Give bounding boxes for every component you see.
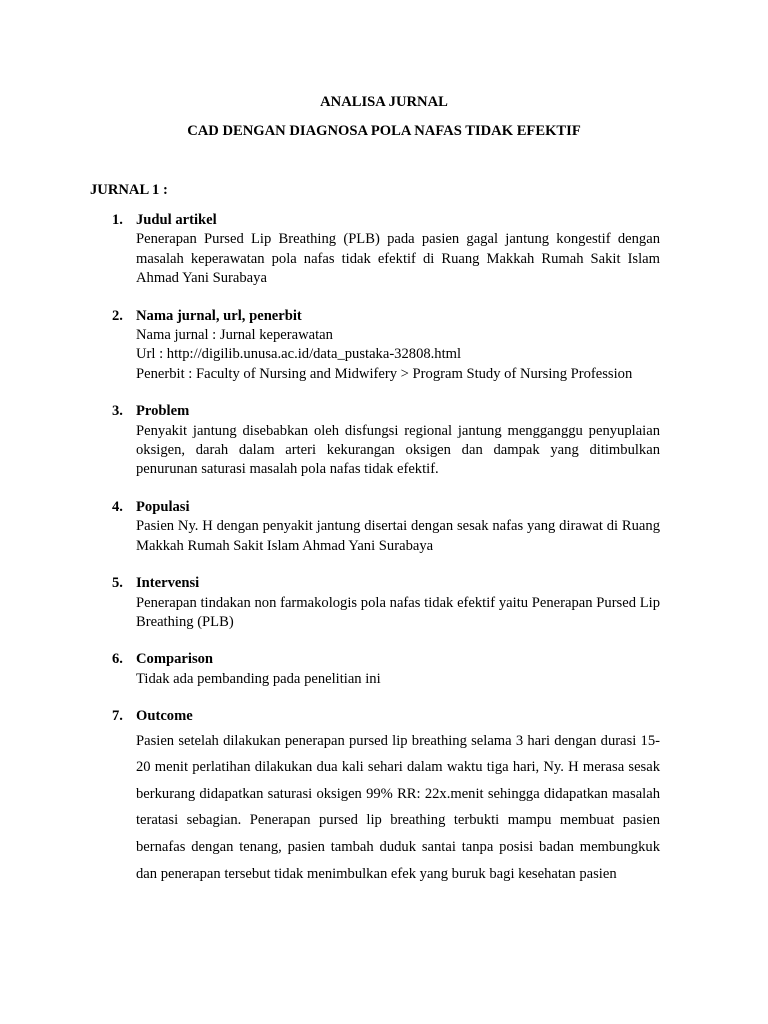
item-heading: Populasi: [136, 498, 190, 515]
journal-publisher-line: Penerbit : Faculty of Nursing and Midwifery > Program Study of Nursing Profession: [136, 365, 633, 382]
list-item-outcome: [90, 707, 660, 887]
item-number: 1.: [112, 212, 123, 228]
list-item-problem: [90, 402, 660, 480]
list-item-nama-jurnal: [90, 307, 660, 385]
item-number: 7.: [112, 708, 123, 725]
item-text: Pasien setelah dilakukan penerapan pursed lip breathing selama 3 hari dengan durasi 15-20 menit perlatihan dilakukan dua kali sehari dalam waktu tiga hari, Ny. H merasa sesak berkurang didapatkan saturasi oksigen 99% RR: 22x.menit sehingga didapatkan masalah teratasi sebagian. Penerapan pursed lip breathing terbukti mampu membuat pasien bernafas dengan tenang, pasien tambah duduk santai tanpa posisi badan membungkuk dan penerapan tersebut tidak menimbulkan efek yang buruk bagi kesehatan pasien: [136, 732, 660, 882]
list-item-comparison: [90, 650, 660, 689]
jurnal-label: JURNAL 1 :: [90, 182, 168, 198]
page-title: ANALISA JURNAL: [320, 94, 448, 110]
list-item-judul-artikel: [90, 211, 660, 289]
item-text: Pasien Ny. H dengan penyakit jantung disertai dengan sesak nafas yang dirawat di Ruang Makkah Rumah Sakit Islam Ahmad Yani Surabaya: [136, 518, 660, 554]
item-heading: Intervensi: [136, 575, 200, 592]
item-heading: Comparison: [136, 651, 214, 668]
item-number: 3.: [112, 403, 123, 420]
list-item-populasi: [90, 498, 660, 556]
item-number: 6.: [112, 651, 123, 668]
item-heading: Judul artikel: [136, 212, 217, 228]
list-item-intervensi: [90, 574, 660, 632]
analysis-list: [90, 211, 660, 905]
item-text: Penyakit jantung disebabkan oleh disfungsi regional jantung mengganggu penyuplaian oksigen, darah dalam arteri kekurangan oksigen dan dampak yang ditimbulkan penurunan saturasi masalah pola nafas tidak efektif.: [136, 422, 660, 478]
journal-name-line: Nama jurnal : Jurnal keperawatan: [136, 327, 333, 344]
item-number: 4.: [112, 498, 123, 515]
page-subtitle: CAD DENGAN DIAGNOSA POLA NAFAS TIDAK EFEKTIF: [187, 123, 581, 139]
item-heading: Outcome: [136, 708, 193, 725]
item-heading: Nama jurnal, url, penerbit: [136, 307, 302, 324]
item-text: Penerapan Pursed Lip Breathing (PLB) pada pasien gagal jantung kongestif dengan masalah keperawatan pola nafas tidak efektif di Ruang Makkah Rumah Sakit Islam Ahmad Yani Surabaya: [136, 231, 660, 287]
item-text: Tidak ada pembanding pada penelitian ini: [136, 670, 381, 687]
item-number: 2.: [112, 307, 123, 324]
item-text: [136, 326, 660, 384]
item-heading: Problem: [136, 403, 190, 420]
item-text: Penerapan tindakan non farmakologis pola nafas tidak efektif yaitu Penerapan Pursed Lip Breathing (PLB): [136, 594, 660, 630]
item-number: 5.: [112, 575, 123, 592]
journal-url-line: Url : http://digilib.unusa.ac.id/data_pustaka-32808.html: [136, 346, 462, 363]
